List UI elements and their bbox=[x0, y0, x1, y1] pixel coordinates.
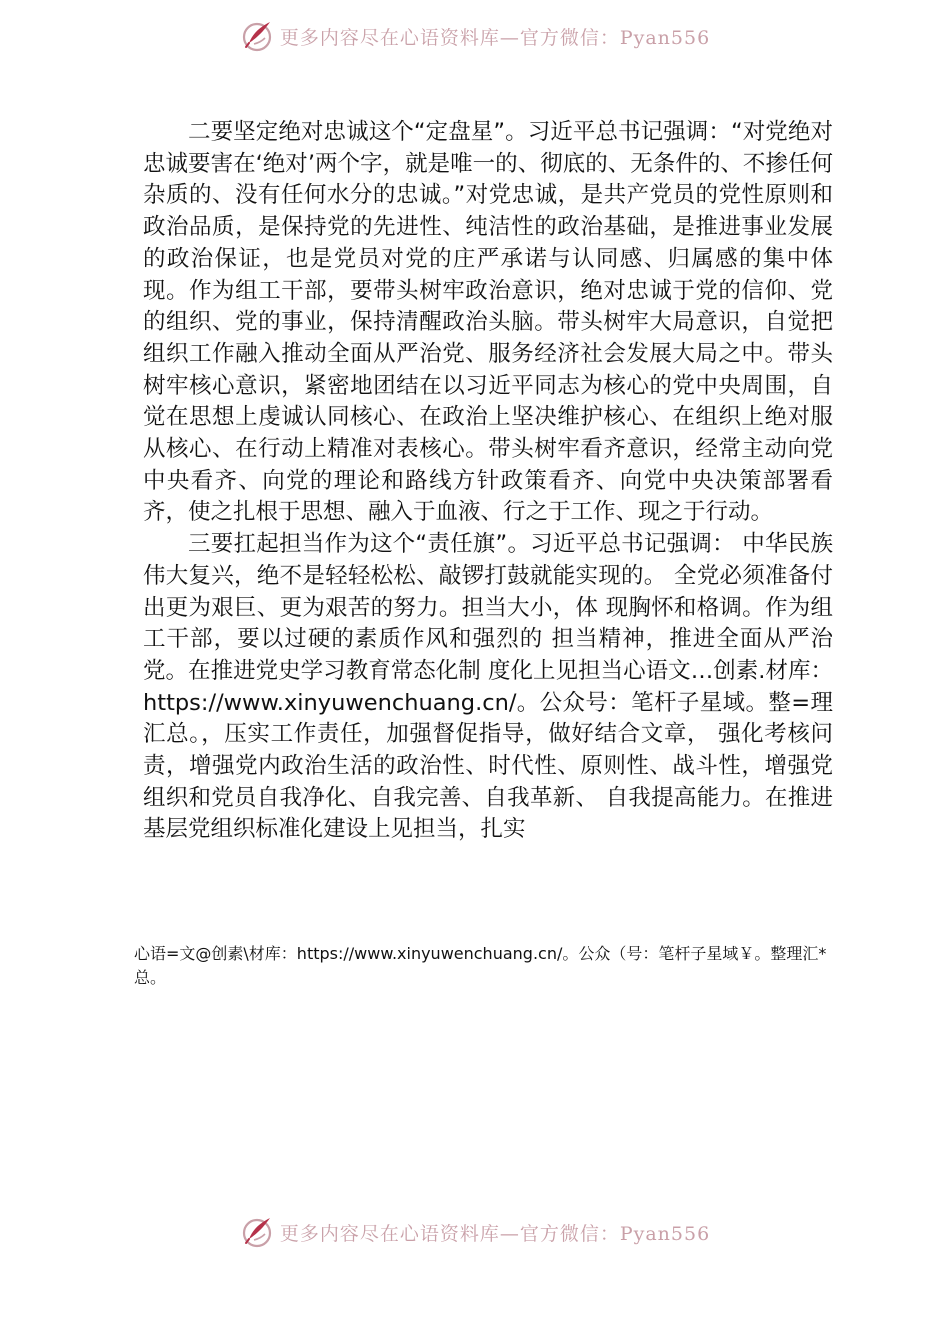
quill-circle-logo-icon bbox=[240, 19, 274, 53]
footer-banner-text: 更多内容尽在心语资料库—官方微信：Pyan556 bbox=[279, 1222, 711, 1245]
quill-circle-logo-icon bbox=[240, 1215, 274, 1249]
document-body bbox=[143, 117, 833, 846]
footer-watermark-banner bbox=[0, 1212, 950, 1252]
paragraph-loyalty: 二要坚定绝对忠诚这个“定盘星”。习近平总书记强调：“对党绝对忠诚要害在‘绝对’两个字，就是唯一的、彻底的、无条件的、不掺任何杂质的、没有任何水分的忠诚。”对党忠诚，是共产党员的党性原则和政治品质，是保持党的先进性、纯洁性的政治基础，是推进事业发展的政治保证，也是党员对党的庄严承诺与认同感、归属感的集中体现。作为组工干部，要带头树牢政治意识，绝对忠诚于党的信仰、党的组织、党的事业，保持清醒政治头脑。带头树牢大局意识，自觉把组织工作融入推动全面从严治党、服务经济社会发展大局之中。带头树牢核心意识，紧密地团结在以习近平同志为核心的党中央周围，自觉在思想上虔诚认同核心、在政治上坚决维护核心、在组织上绝对服从核心、在行动上精准对表核心。带头树牢看齐意识，经常主动向党中央看齐、向党的理论和路线方针政策看齐、向党中央决策部署看齐，使之扎根于思想、融入于血液、行之于工作、现之于行动。 bbox=[143, 119, 833, 526]
header-watermark-banner bbox=[0, 16, 950, 56]
paragraph-responsibility: 三要扛起担当作为这个“责任旗”。习近平总书记强调： 中华民族伟大复兴，绝不是轻轻松松、敲锣打鼓就能实现的。 全党必须准备付出更为艰巨、更为艰苦的努力。担当大小，体 现胸怀和格调。作为组工干部，要以过硬的素质作风和强烈的 担当精神，推进全面从严治党。在推进党史学习教育常态化制 度化上见担当心语文…创素.材库：https://www.xinyuwenchuang.cn/。公众号：笔杆子星域。整=理汇总。，压实工作责任，加强督促指导，做好结合文章， 强化考核问责，增强党内政治生活的政治性、时代性、原则性、战斗性，增强党组织和党员自我净化、自我完善、自我革新、 自我提高能力。在推进基层党组织标准化建设上见担当，扎实 bbox=[143, 531, 833, 843]
source-footnote: 心语=文@创素\材库：https://www.xinyuwenchuang.cn/。公众（号：笔杆子星域￥。整理汇*总。 bbox=[134, 944, 827, 987]
header-banner-text: 更多内容尽在心语资料库—官方微信：Pyan556 bbox=[279, 26, 711, 49]
